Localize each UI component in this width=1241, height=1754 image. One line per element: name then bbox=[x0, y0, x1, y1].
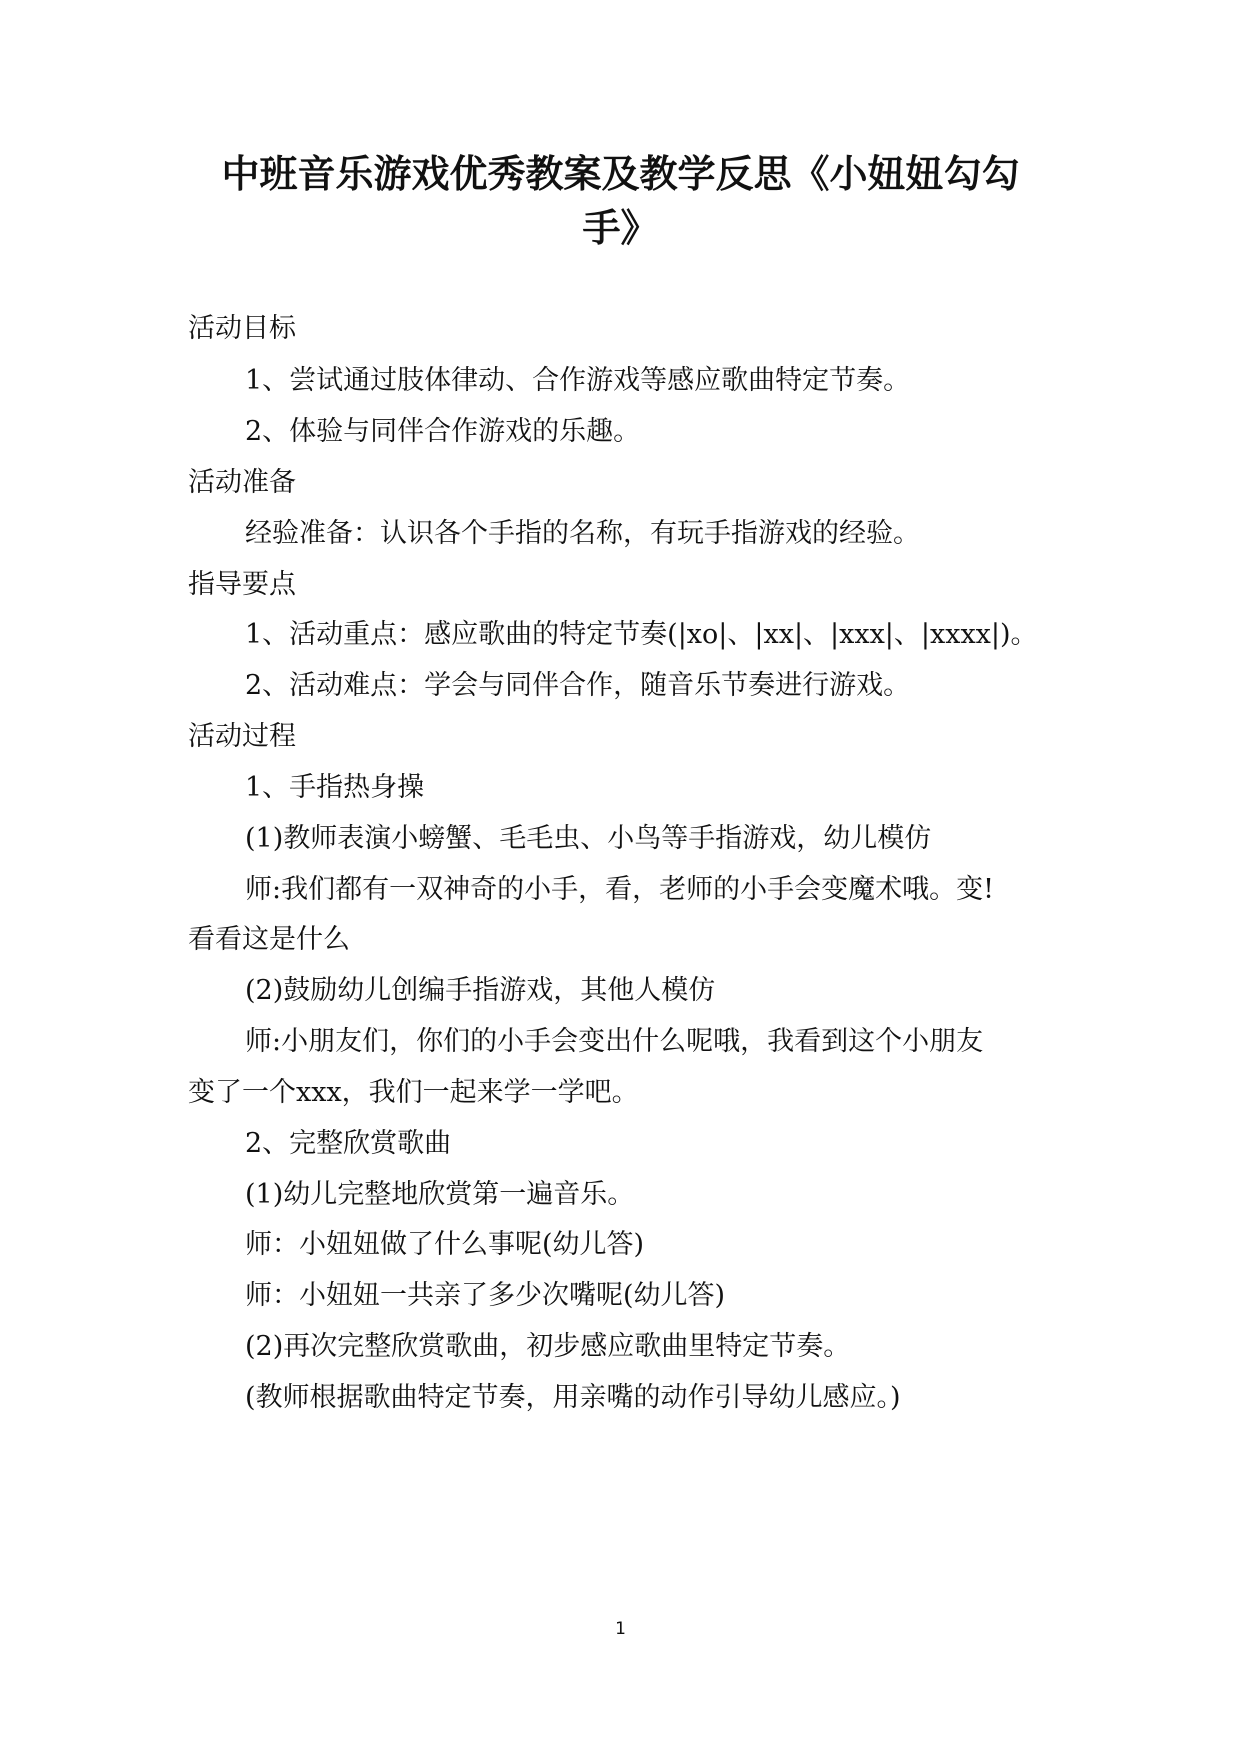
page-number: 1 bbox=[615, 1619, 626, 1639]
paragraph: 1、尝试通过肢体律动、合作游戏等感应歌曲特定节奏。 bbox=[245, 365, 911, 396]
paragraph: (教师根据歌曲特定节奏，用亲嘴的动作引导幼儿感应。) bbox=[245, 1382, 901, 1413]
paragraph: 1、活动重点：感应歌曲的特定节奏(|xo|、|xx|、|xxx|、|xxxx|)。 bbox=[245, 619, 1038, 650]
document-title-line-2: 手》 bbox=[582, 205, 659, 250]
paragraph: 师：小妞妞做了什么事呢(幼儿答) bbox=[245, 1229, 645, 1260]
paragraph: (2)鼓励幼儿创编手指游戏，其他人模仿 bbox=[245, 975, 716, 1006]
document-title-line-1: 中班音乐游戏优秀教案及教学反思《小妞妞勾勾 bbox=[221, 151, 1020, 196]
section-heading-preparation: 活动准备 bbox=[188, 467, 296, 498]
paragraph-continuation: 看看这是什么 bbox=[188, 924, 350, 955]
paragraph: 师:小朋友们，你们的小手会变出什么呢哦，我看到这个小朋友 bbox=[245, 1026, 984, 1057]
paragraph: 2、体验与同伴合作游戏的乐趣。 bbox=[245, 416, 641, 447]
paragraph: 师:我们都有一双神奇的小手，看，老师的小手会变魔术哦。变! bbox=[245, 874, 994, 905]
paragraph: (1)教师表演小螃蟹、毛毛虫、小鸟等手指游戏，幼儿模仿 bbox=[245, 823, 932, 854]
section-heading-goals: 活动目标 bbox=[188, 313, 296, 344]
paragraph: (1)幼儿完整地欣赏第一遍音乐。 bbox=[245, 1179, 635, 1210]
paragraph-continuation: 变了一个xxx，我们一起来学一学吧。 bbox=[188, 1077, 639, 1108]
paragraph: 1、手指热身操 bbox=[245, 772, 425, 803]
section-heading-guidance: 指导要点 bbox=[188, 569, 296, 600]
section-heading-process: 活动过程 bbox=[188, 721, 296, 752]
paragraph: 2、完整欣赏歌曲 bbox=[245, 1128, 452, 1159]
paragraph: 经验准备：认识各个手指的名称，有玩手指游戏的经验。 bbox=[245, 518, 920, 549]
paragraph: 师：小妞妞一共亲了多少次嘴呢(幼儿答) bbox=[245, 1280, 726, 1311]
paragraph: (2)再次完整欣赏歌曲，初步感应歌曲里特定节奏。 bbox=[245, 1331, 851, 1362]
paragraph: 2、活动难点：学会与同伴合作，随音乐节奏进行游戏。 bbox=[245, 670, 911, 701]
